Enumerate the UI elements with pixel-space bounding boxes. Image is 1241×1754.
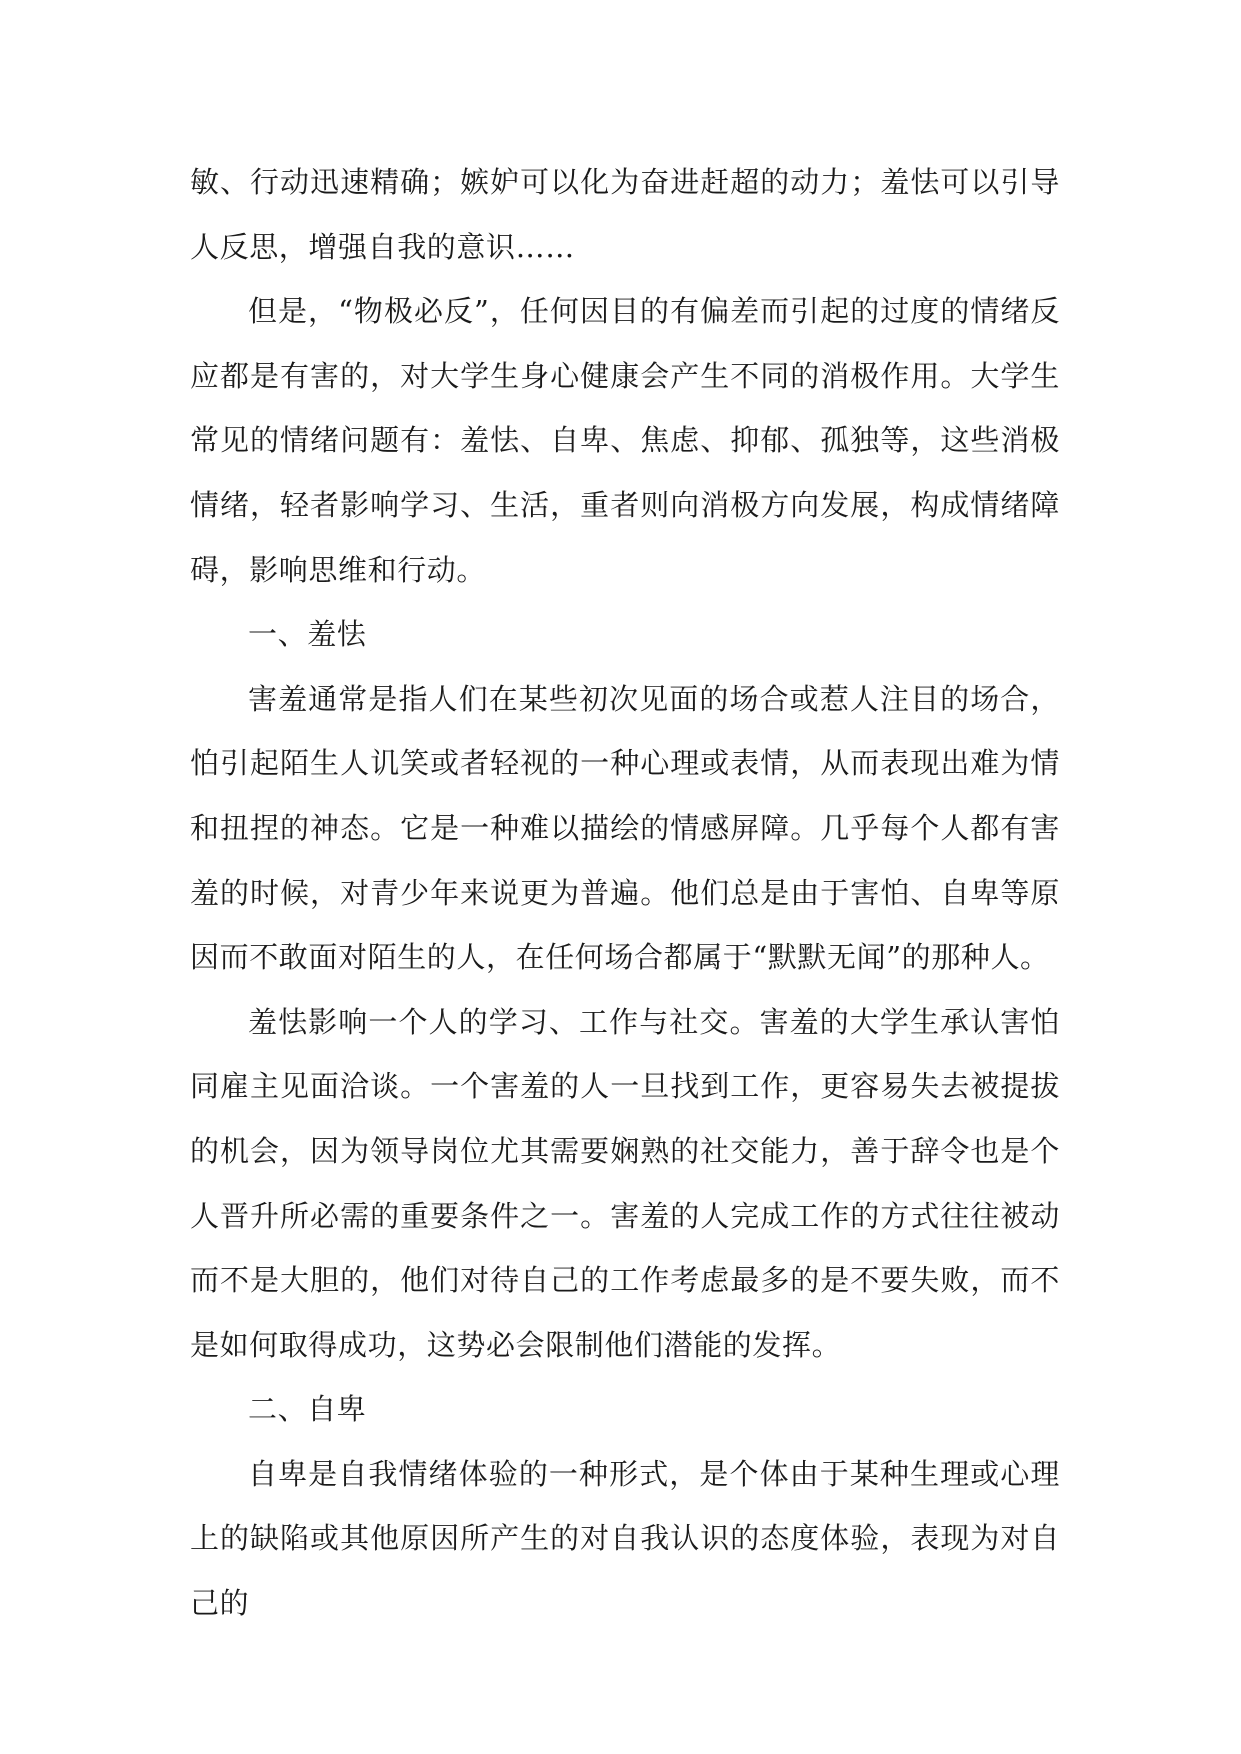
paragraph-continued: 敏、行动迅速精确；嫉妒可以化为奋进赶超的动力；羞怯可以引导人反思，增强自我的意识…… [190,165,1060,264]
paragraph-shyness-impact: 羞怯影响一个人的学习、工作与社交。害羞的大学生承认害怕同雇主见面洽谈。一个害羞的人一旦找到工作，更容易失去被提拔的机会，因为领导岗位尤其需要娴熟的社交能力，善于辞令也是个人晋升所必需的重要条件之一。害羞的人完成工作的方式往往被动而不是大胆的，他们对待自己的工作考虑最多的是不要失败，而不是如何取得成功，这势必会限制他们潜能的发挥。 [190,1004,1060,1362]
section-heading-shyness: 一、羞怯 [248,617,367,652]
paragraph-shyness-definition: 害羞通常是指人们在某些初次见面的场合或惹人注目的场合，怕引起陌生人讥笑或者轻视的一种心理或表情，从而表现出难为情和扭捏的神态。它是一种难以描绘的情感屏障。几乎每个人都有害羞的时候，对青少年来说更为普遍。他们总是由于害怕、自卑等原因而不敢面对陌生的人，在任何场合都属于“默默无闻”的那种人。 [190,681,1060,975]
document-body [190,150,1060,1636]
paragraph-inferiority-definition: 自卑是自我情绪体验的一种形式，是个体由于某种生理或心理上的缺陷或其他原因所产生的对自我认识的态度体验，表现为对自己的 [190,1456,1060,1621]
section-heading-inferiority: 二、自卑 [248,1392,367,1427]
paragraph-negative-emotions: 但是，“物极必反”，任何因目的有偏差而引起的过度的情绪反应都是有害的，对大学生身心健康会产生不同的消极作用。大学生常见的情绪问题有：羞怯、自卑、焦虑、抑郁、孤独等，这些消极情绪，轻者影响学习、生活，重者则向消极方向发展，构成情绪障碍，影响思维和行动。 [190,294,1060,587]
